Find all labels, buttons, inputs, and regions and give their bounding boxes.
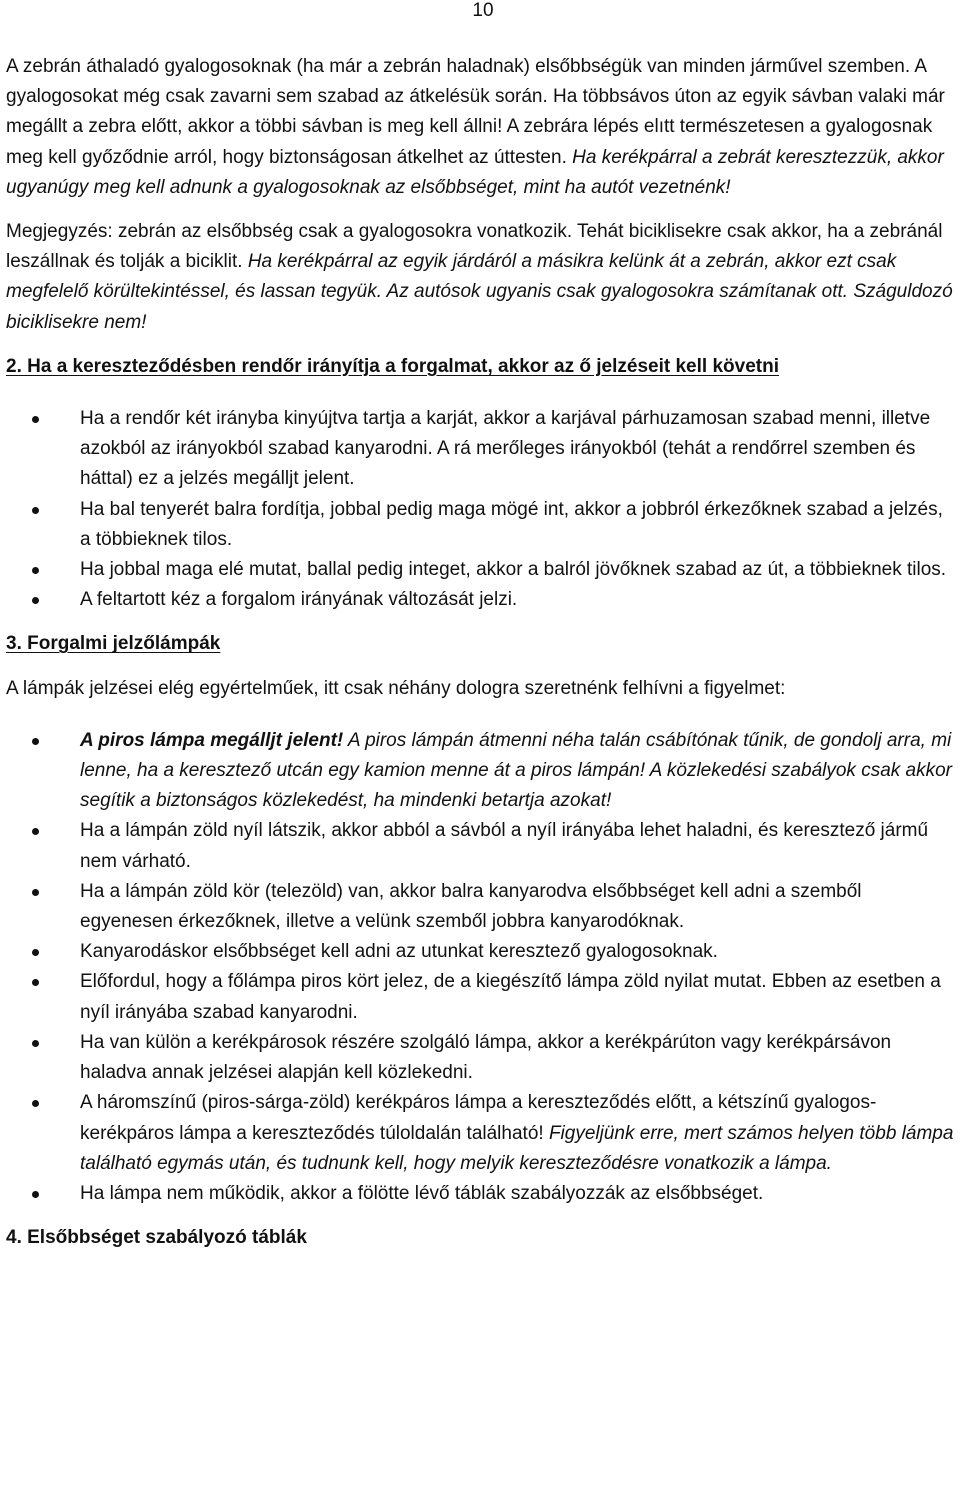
section-3-heading: 3. Forgalmi jelzőlámpák	[6, 633, 221, 655]
list-item-red-light	[6, 726, 956, 817]
page-number: 10	[472, 0, 494, 21]
paragraph-note-text: Megjegyzés: zebrán az elsőbbség csak a gyalogosokra vonatkozik. Tehát biciklisekre csak akkor, ha a zebránál leszállnak és tolják a biciklit.	[6, 221, 943, 273]
red-light-italic: A piros lámpán átmenni néha talán csábítónak tűnik, de gondolj arra, mi lenne, ha a keresztező utcán egy kamion menne át a piros lámpán! A közlekedési szabályok csak akkor segítik a biztonságos közlekedést, ha mindenki betartja azokat!	[80, 729, 953, 812]
bike-lamp-italic: Figyeljünk erre, mert számos helyen több lámpa található egymás után, és tudnunk kell, hogy melyik kereszteződésre vonatkozik a lámpa.	[80, 1122, 954, 1174]
paragraph-note-italic: Ha kerékpárral az egyik járdáról a másikra kelünk át a zebrán, akkor ezt csak megfelelő körültekintéssel, és lassan tegyük. Az autósok ugyanis csak gyalogosokra számítanak ott. Száguldozó biciklisekre nem!	[6, 251, 953, 333]
list-item: Előfordul, hogy a főlámpa piros kört jelez, de a kiegészítő lámpa zöld nyilat mutat. Ebben az esetben a nyíl irányába szabad kanyarodni.	[6, 967, 956, 1027]
list-item: Ha a rendőr két irányba kinyújtva tartja a karját, akkor a karjával párhuzamosan szabad menni, illetve azokból az irányokból szabad kanyarodni. A rá merőleges irányokból (tehát a rendőrrel szemben és háttal) ez a jelzés megálljt jelent.	[6, 404, 956, 495]
red-light-bold: A piros lámpa megálljt jelent!	[80, 729, 344, 751]
list-item: Ha lámpa nem működik, akkor a fölötte lévő táblák szabályozzák az elsőbbséget.	[6, 1179, 956, 1209]
section-3-intro: A lámpák jelzései elég egyértelműek, itt csak néhány dologra szeretnénk felhívni a figyelmet:	[6, 677, 786, 699]
list-item-bike-lamp	[6, 1088, 956, 1179]
section-2-heading: 2. Ha a kereszteződésben rendőr irányítja a forgalmat, akkor az ő jelzéseit kell követni	[6, 355, 779, 377]
bike-lamp-text: A háromszínű (piros-sárga-zöld) kerékpáros lámpa a kereszteződés előtt, a kétszínű gyalogos-kerékpáros lámpa a kereszteződés túloldalán található!	[80, 1092, 877, 1144]
document-body	[6, 52, 956, 1253]
list-item: Ha jobbal maga elé mutat, ballal pedig integet, akkor a balról jövőknek szabad az út, a többieknek tilos.	[6, 555, 956, 585]
list-item: Ha bal tenyerét balra fordítja, jobbal pedig maga mögé int, akkor a jobbról érkezőknek szabad a jelzés, a többieknek tilos.	[6, 495, 956, 555]
paragraph-note	[6, 217, 956, 338]
section-4-heading: 4. Elsőbbséget szabályozó táblák	[6, 1227, 307, 1249]
list-item: Ha a lámpán zöld kör (telezöld) van, akkor balra kanyarodva elsőbbséget kell adni a szemből egyenesen érkezőknek, illetve a velünk szemből jobbra kanyarodóknak.	[6, 877, 956, 937]
paragraph-zebra	[6, 52, 956, 203]
paragraph-zebra-italic: Ha kerékpárral a zebrát keresztezzük, akkor ugyanúgy meg kell adnunk a gyalogosoknak az elsőbbséget, mint ha autót vezetnénk!	[6, 146, 944, 198]
section-2-list	[6, 404, 956, 615]
section-3-list	[6, 726, 956, 1209]
list-item: Ha van külön a kerékpárosok részére szolgáló lámpa, akkor a kerékpárúton vagy kerékpársávon haladva annak jelzései alapján kell közlekedni.	[6, 1028, 956, 1088]
list-item: Kanyarodáskor elsőbbséget kell adni az utunkat keresztező gyalogosoknak.	[6, 937, 956, 967]
list-item: A feltartott kéz a forgalom irányának változását jelzi.	[6, 585, 956, 615]
list-item: Ha a lámpán zöld nyíl látszik, akkor abból a sávból a nyíl irányába lehet haladni, és keresztező jármű nem várható.	[6, 816, 956, 876]
paragraph-zebra-text: A zebrán áthaladó gyalogosoknak (ha már a zebrán haladnak) elsőbbségük van minden járművel szemben. A gyalogosokat még csak zavarni sem szabad az átkelésük során. Ha többsávos úton az egyik sávban valaki már megállt a zebra előtt, akkor a többi sávban is meg kell állni! A zebrára lépés elıtt természetesen a gyalogosnak meg kell győződnie arról, hogy biztonságosan átkelhet az úttesten.	[6, 56, 945, 168]
